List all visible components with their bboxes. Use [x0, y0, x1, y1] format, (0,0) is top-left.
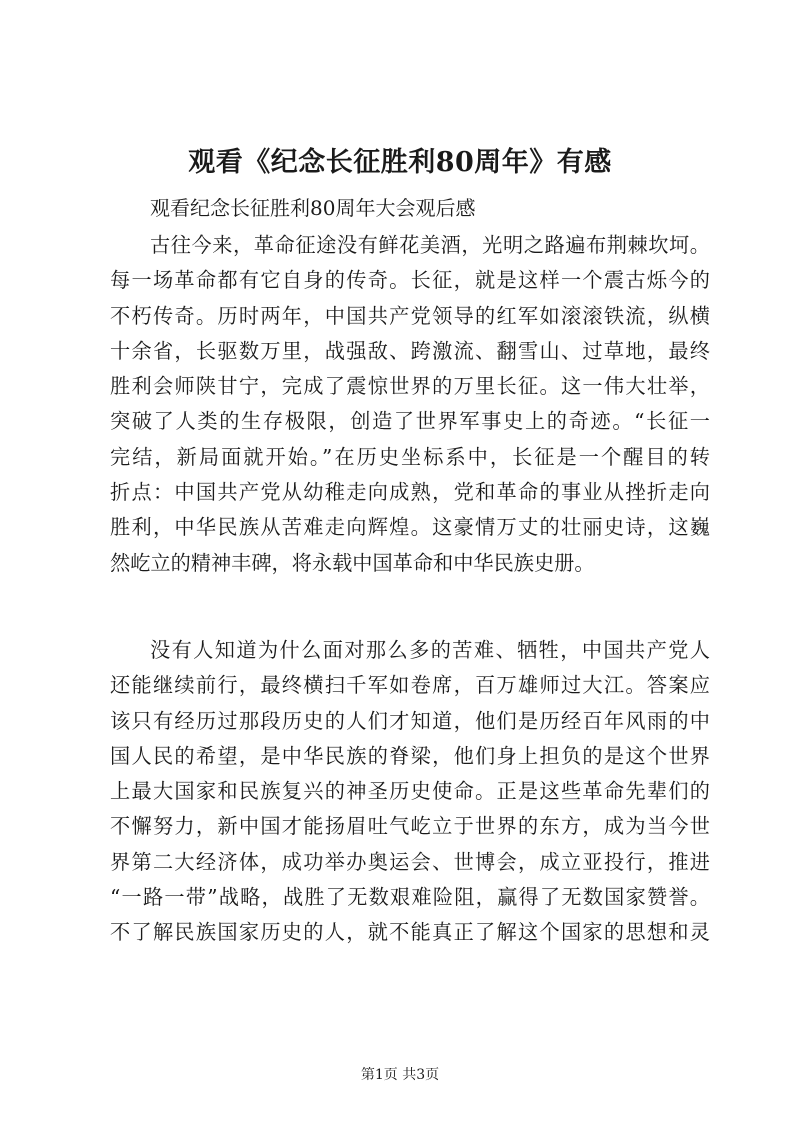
document-subtitle: 观看纪念长征胜利80周年大会观后感	[150, 196, 476, 220]
paragraph-line: 不朽传奇。历时两年，中国共产党领导的红军如滚滚铁流，纵横	[110, 303, 710, 328]
paragraph-line: 上最大国家和民族复兴的神圣历史使命。正是这些革命先辈们的	[110, 779, 710, 804]
paragraph-line: 还能继续前行，最终横扫千军如卷席，百万雄师过大江。答案应	[110, 673, 710, 698]
paragraph-line: 然屹立的精神丰碑，将永载中国革命和中华民族史册。	[110, 550, 595, 575]
paragraph-line: 折点：中国共产党从幼稚走向成熟，党和革命的事业从挫折走向	[110, 480, 710, 505]
paragraph-line: 界第二大经济体，成功举办奥运会、世博会，成立亚投行，推进	[110, 849, 710, 874]
paragraph-line: 不了解民族国家历史的人，就不能真正了解这个国家的思想和灵	[110, 920, 710, 945]
paragraph-line: “一路一带”战略，战胜了无数艰难险阻，赢得了无数国家赞誉。	[110, 885, 710, 910]
paragraph-2	[110, 633, 710, 951]
paragraph-line: 胜利，中华民族从苦难走向辉煌。这豪情万丈的壮丽史诗，这巍	[110, 515, 710, 540]
paragraph-line: 不懈努力，新中国才能扬眉吐气屹立于世界的东方，成为当今世	[110, 814, 710, 839]
paragraph-line: 该只有经历过那段历史的人们才知道，他们是历经百年风雨的中	[110, 708, 710, 733]
paragraph-line: 没有人知道为什么面对那么多的苦难、牺牲，中国共产党人	[150, 638, 710, 662]
paragraph-line: 突破了人类的生存极限，创造了世界军事史上的奇迹。“长征一	[110, 409, 710, 434]
paragraph-1	[110, 228, 710, 581]
paragraph-line: 胜利会师陕甘宁，完成了震惊世界的万里长征。这一伟大壮举，	[110, 374, 710, 399]
document-title: 观看《纪念长征胜利80周年》有感	[188, 147, 612, 178]
paragraph-line: 古往今来，革命征途没有鲜花美酒，光明之路遍布荆棘坎坷。	[150, 233, 710, 257]
paragraph-line: 十余省，长驱数万里，战强敌、跨激流、翻雪山、过草地，最终	[110, 338, 710, 363]
paragraph-line: 每一场革命都有它自身的传奇。长征，就是这样一个震古烁今的	[110, 268, 710, 293]
page-footer: 第1页 共3页	[360, 1067, 440, 1083]
paragraph-line: 国人民的希望，是中华民族的脊梁，他们身上担负的是这个世界	[110, 743, 710, 768]
paragraph-line: 完结，新局面就开始。”在历史坐标系中，长征是一个醒目的转	[110, 444, 710, 469]
